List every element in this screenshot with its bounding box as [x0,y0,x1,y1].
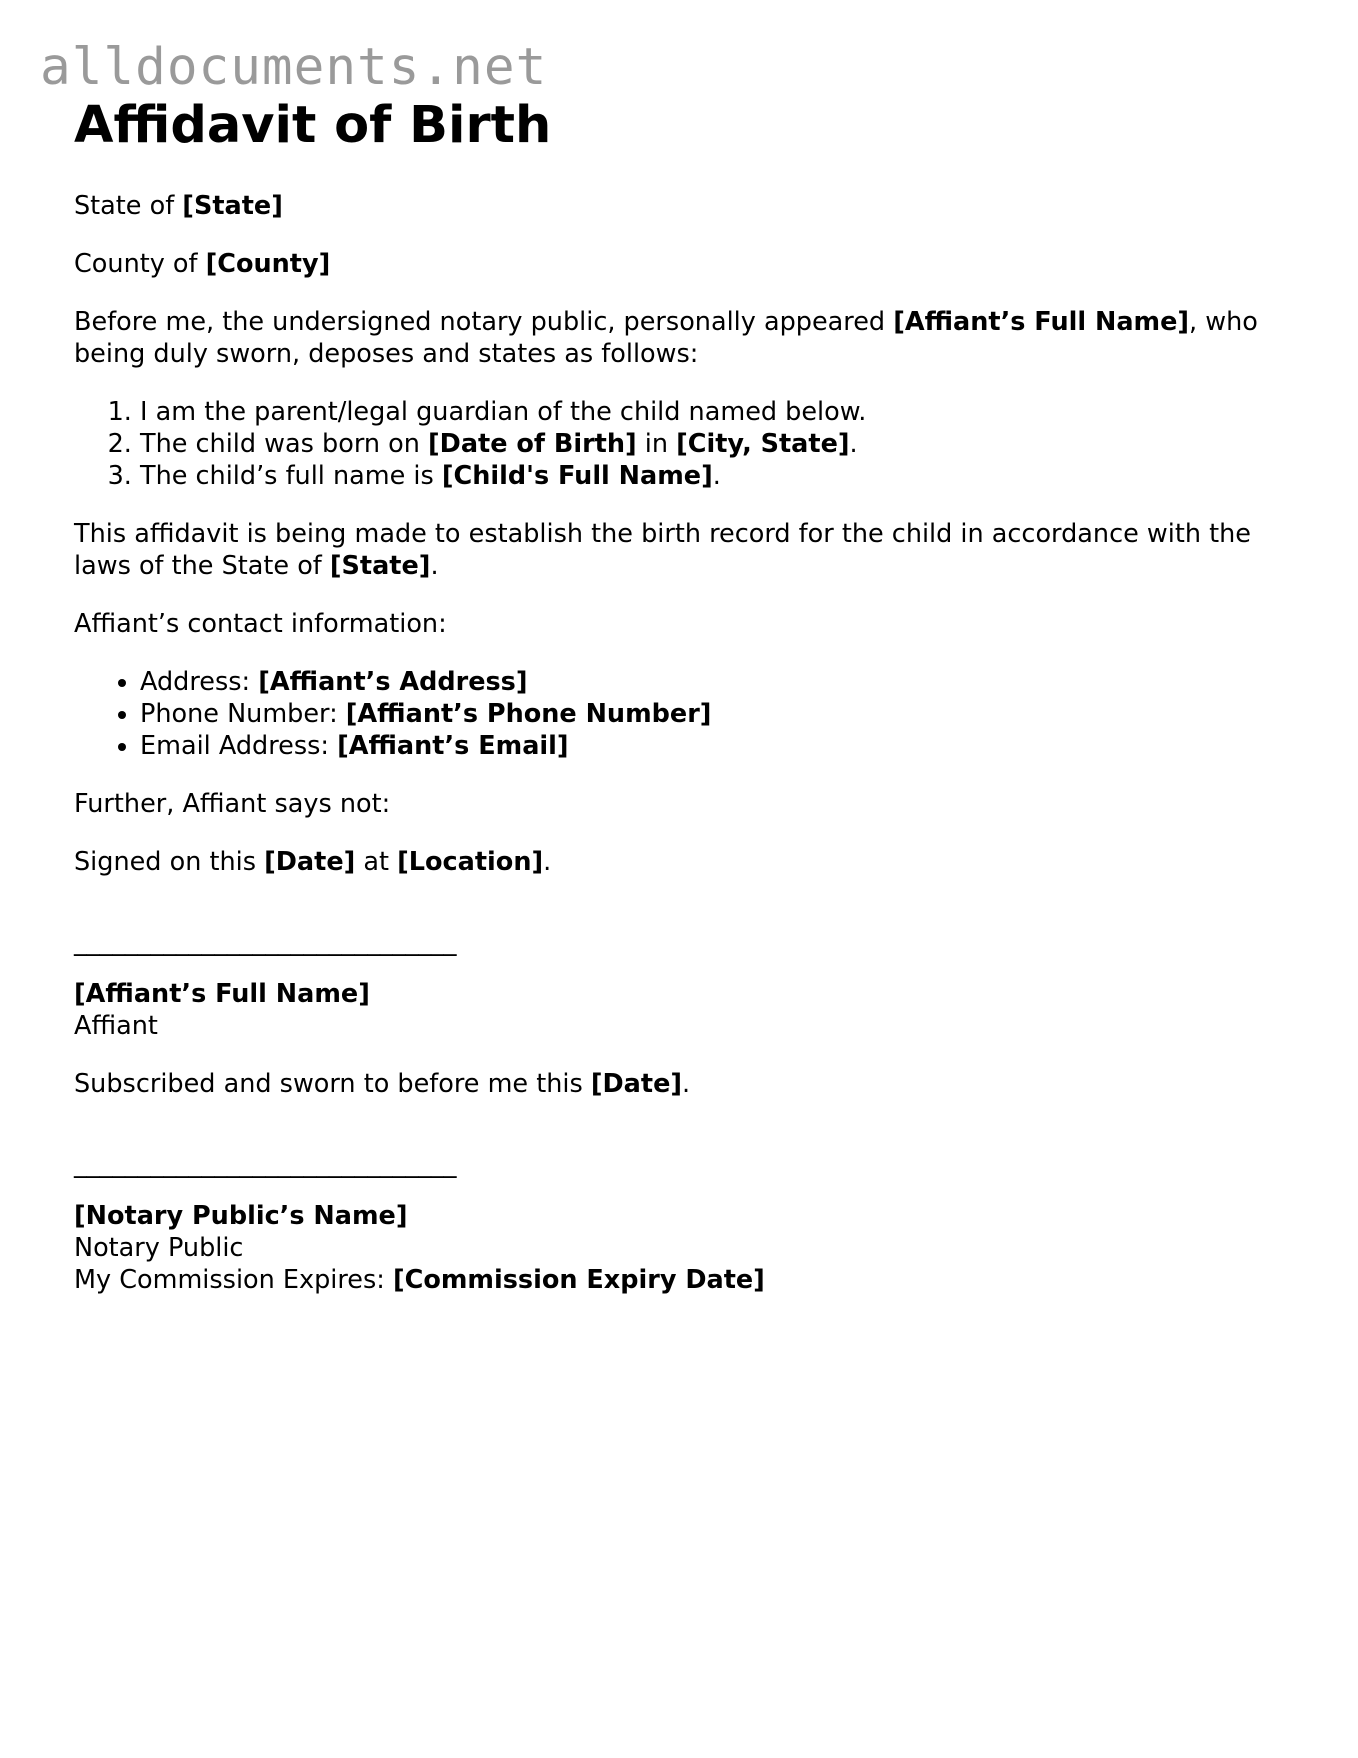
affiant-name-field: [Affiant’s Full Name] [893,307,1190,337]
purpose-suffix: . [430,551,439,581]
notary-name: [Notary Public’s Name] [74,1201,408,1231]
notary-block [74,1200,1304,1296]
list-item [140,730,1304,762]
address-field: [Affiant’s Address] [258,667,528,697]
county-prefix: County of [74,249,206,279]
city-state-field: [City, State] [676,429,850,459]
subscribed-date-field: [Date] [590,1069,683,1099]
affiant-role: Affiant [74,1011,158,1041]
list-item [140,428,1304,460]
statement-2-suffix: . [849,429,858,459]
list-item [140,460,1304,492]
statement-2-middle: in [636,429,677,459]
statement-3-suffix: . [712,461,721,491]
intro-suffix: , who being duly sworn, deposes and states as follows: [74,307,1258,369]
date-of-birth-field: [Date of Birth] [428,429,637,459]
contact-list [74,666,1304,762]
commission-line [74,1264,1304,1296]
statement-1-text: I am the parent/legal guardian of the child named below. [140,397,867,427]
county-value: [County] [205,249,331,279]
subscribed-suffix: . [682,1069,691,1099]
signed-line [74,846,1304,878]
purpose-paragraph [74,518,1304,582]
signed-location-field: [Location] [397,847,544,877]
signed-suffix: . [543,847,552,877]
state-prefix: State of [74,191,183,221]
affiant-signature-line: ______________________________ [74,927,457,957]
address-label: Address: [140,667,259,697]
commission-expiry-field: [Commission Expiry Date] [392,1265,765,1295]
affiant-block [74,978,1304,1042]
purpose-prefix: This affidavit is being made to establish the birth record for the child in accordance with the laws of the State of [74,519,1251,581]
subscribed-prefix: Subscribed and sworn to before me this [74,1069,591,1099]
signed-middle: at [355,847,398,877]
county-line [74,248,1304,280]
purpose-state-field: [State] [329,551,431,581]
further-line: Further, Affiant says not: [74,789,391,819]
subscribed-line [74,1068,1304,1100]
email-label: Email Address: [140,731,338,761]
list-item [140,698,1304,730]
phone-label: Phone Number: [140,699,346,729]
intro-prefix: Before me, the undersigned notary public, personally appeared [74,307,894,337]
phone-field: [Affiant’s Phone Number] [345,699,712,729]
notary-signature-line: ______________________________ [74,1149,457,1179]
document-page [74,96,1304,1322]
child-name-field: [Child's Full Name] [441,461,713,491]
contact-heading: Affiant’s contact information: [74,609,447,639]
notary-role: Notary Public [74,1233,244,1263]
state-line [74,190,1304,222]
statement-2-prefix: The child was born on [140,429,429,459]
affiant-signature-name: [Affiant’s Full Name] [74,979,370,1009]
statement-3-prefix: The child’s full name is [140,461,442,491]
list-item [140,666,1304,698]
document-title: Affidavit of Birth [74,96,552,155]
statements-list [74,396,1304,492]
list-item [140,396,1304,428]
commission-label: My Commission Expires: [74,1265,393,1295]
intro-paragraph [74,306,1304,370]
signed-date-field: [Date] [264,847,356,877]
watermark: alldocuments.net [40,38,548,97]
state-value: [State] [182,191,283,221]
email-field: [Affiant’s Email] [337,731,569,761]
signed-prefix: Signed on this [74,847,265,877]
